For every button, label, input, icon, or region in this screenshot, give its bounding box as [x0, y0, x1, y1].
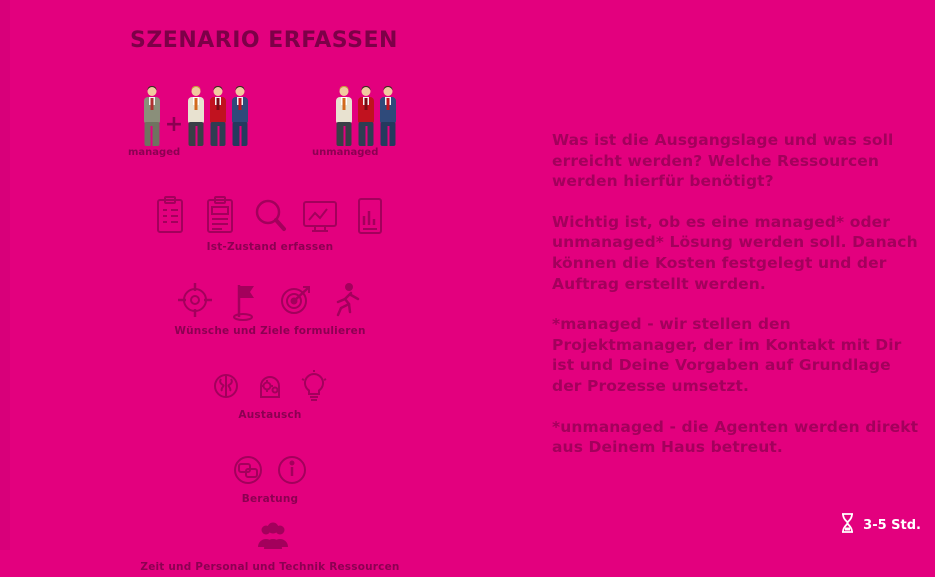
person-figure [139, 85, 165, 147]
caption-unmanaged: unmanaged [312, 147, 379, 158]
left-process-column [60, 75, 480, 577]
speech-bubbles-icon [231, 453, 265, 489]
person-figure [227, 85, 253, 147]
flag-goal-icon [225, 279, 265, 321]
paragraph-managed-unmanaged: Wichtig ist, ob es eine managed* oder unmanaged* Lösung werden soll. Danach können die Kosten festgelegt und der Auftrag erstellt werden. [552, 212, 918, 293]
info-circle-icon [275, 453, 309, 489]
left-edge-bar [0, 0, 10, 550]
plus-symbol: + [164, 112, 184, 137]
crosshair-target-icon [175, 279, 215, 321]
managed-people-group [141, 85, 251, 147]
process-row-ist-zustand [60, 185, 480, 253]
process-row-wuensche-ziele [60, 269, 480, 337]
lightbulb-icon [297, 369, 331, 405]
unmanaged-people-group [333, 85, 399, 147]
duration-label: 3-5 Std. [863, 517, 921, 533]
duration-badge [839, 512, 921, 538]
right-text-column [552, 130, 922, 458]
process-row-label: Zeit und Personal und Technik Ressourcen [140, 561, 400, 573]
page-title: SZENARIO ERFASSEN [130, 28, 398, 53]
caption-managed: managed [128, 147, 181, 158]
paragraph-unmanaged-footnote: *unmanaged - die Agenten werden direkt aus Deinem Haus betreut. [552, 417, 919, 457]
process-row-label: Wünsche und Ziele formulieren [174, 325, 366, 337]
clipboard-form-icon [200, 195, 240, 237]
gears-head-icon [253, 369, 287, 405]
paragraph-ausgangslage: Was ist die Ausgangslage und was soll erreicht werden? Welche Ressourcen werden hierfür benötigt? [552, 131, 894, 191]
person-figure [375, 85, 401, 147]
magnifier-icon [250, 195, 290, 237]
brain-icon [209, 369, 243, 405]
group-people-icon [253, 521, 287, 557]
dartboard-arrow-icon [275, 279, 315, 321]
process-row-beratung [60, 437, 480, 505]
process-row-austausch [60, 353, 480, 421]
clipboard-checklist-icon [150, 195, 190, 237]
process-row-label: Ist-Zustand erfassen [206, 241, 334, 253]
bar-chart-document-icon [350, 195, 390, 237]
people-row [60, 75, 480, 163]
process-row-label: Beratung [241, 493, 299, 505]
hourglass-icon [839, 512, 856, 538]
process-row-ressourcen [60, 517, 480, 573]
process-row-label: Austausch [238, 409, 302, 421]
chart-screen-icon [300, 195, 340, 237]
runner-icon [325, 279, 365, 321]
paragraph-managed-footnote: *managed - wir stellen den Projektmanager, der im Kontakt mit Dir ist und Deine Vorgaben auf Grundlage der Prozesse umsetzt. [552, 315, 902, 396]
